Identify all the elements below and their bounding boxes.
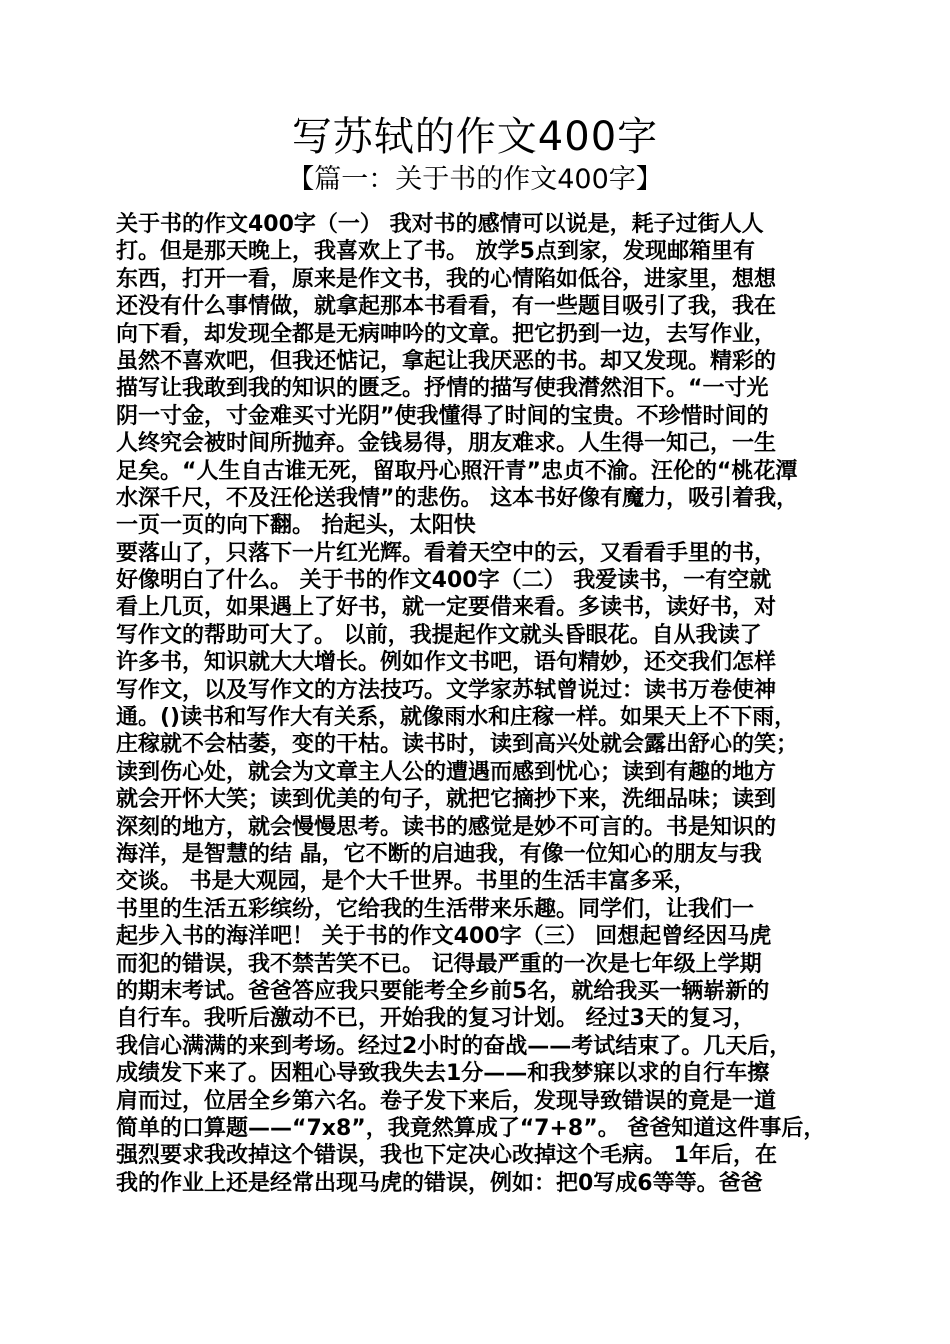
body-line: 简单的口算题——“7x8”，我竟然算成了“7+8”。 爸爸知道这件事后， [116, 1115, 826, 1141]
body-line: 通。()读书和写作大有关系，就像雨水和庄稼一样。如果天上不下雨， [116, 705, 797, 731]
body-line: 虽然不喜欢吧，但我还惦记，拿起让我厌恶的书。却又发现。精彩的 [116, 348, 777, 374]
body-line: 自行车。我听后激动不已，开始我的复习计划。 经过3天的复习， [116, 1006, 755, 1032]
body-line: 的期末考试。爸爸答应我只要能考全乡前5名，就给我买一辆崭新的 [116, 978, 770, 1004]
body-line: 写作文，以及写作文的方法技巧。文学家苏轼曾说过：读书万卷使神 [116, 677, 777, 703]
body-line: 东西，打开一看，原来是作文书，我的心情陷如低谷，进家里，想想 [116, 266, 777, 292]
body-line: 足矣。“人生自古谁无死，留取丹心照汗青”忠贞不渝。汪伦的“桃花潭 [116, 458, 798, 484]
body-line: 我信心满满的来到考场。经过2小时的奋战——考试结束了。几天后， [116, 1033, 792, 1059]
document-title: 写苏轼的作文400字 [291, 114, 659, 160]
body-line: 就会开怀大笑；读到优美的句子，就把它摘抄下来，洗细品味；读到 [116, 787, 777, 813]
body-line: 关于书的作文400字（一） 我对书的感情可以说是，耗子过街人人 [116, 212, 764, 237]
body-line: 打。但是那天晚上，我喜欢上了书。 放学5点到家，发现邮箱里有 [116, 239, 755, 265]
body-line: 深刻的地方，就会慢慢思考。读书的感觉是妙不可言的。书是知识的 [116, 814, 777, 840]
body-line: 还没有什么事情做，就拿起那本书看看，有一些题目吸引了我，我在 [116, 294, 777, 320]
body-line: 成绩发下来了。因粗心导致我失去1分——和我梦寐以求的自行车擦 [116, 1061, 770, 1087]
body-line: 阴一寸金，寸金难买寸光阴”使我懂得了时间的宝贵。不珍惜时间的 [116, 403, 769, 429]
body-line: 要落山了，只落下一片红光辉。看着天空中的云，又看看手里的书， [116, 540, 777, 566]
body-line: 许多书，知识就大大增长。例如作文书吧，语句精妙，还交我们怎样 [116, 650, 777, 676]
body-line: 强烈要求我改掉这个错误，我也下定决心改掉这个毛病。 1年后，在 [116, 1143, 777, 1169]
body-line: 描写让我敢到我的知识的匮乏。抒情的描写使我潸然泪下。“一寸光 [116, 376, 769, 402]
body-line: 我的作业上还是经常出现马虎的错误，例如：把0写成6等等。爸爸 [116, 1170, 763, 1196]
body-line: 肩而过，位居全乡第六名。卷子发下来后，发现导致错误的竟是一道 [116, 1088, 777, 1114]
body-line: 一页一页的向下翻。 抬起头，太阳快 [116, 513, 476, 539]
body-line: 而犯的错误，我不禁苦笑不已。 记得最严重的一次是七年级上学期 [116, 951, 762, 977]
body-line: 写作文的帮助可大了。 以前，我提起作文就头昏眼花。自从我读了 [116, 622, 762, 648]
body-line: 看上几页，如果遇上了好书，就一定要借来看。多读书，读好书，对 [116, 595, 777, 621]
body-line: 交谈。 书是大观园，是个大千世界。书里的生活丰富多采， [116, 869, 696, 895]
body-line: 起步入书的海洋吧！ 关于书的作文400字（三） 回想起曾经因马虎 [116, 924, 772, 950]
body-line: 人终究会被时间所抛弃。金钱易得，朋友难求。人生得一知己，一生 [116, 431, 777, 457]
body-line: 好像明白了什么。 关于书的作文400字（二） 我爱读书，一有空就 [116, 568, 772, 594]
body-line: 水深千尺，不及汪伦送我情”的悲伤。 这本书好像有魔力，吸引着我， [116, 485, 799, 511]
body-line: 海洋，是智慧的结 晶，它不断的启迪我，有像一位知心的朋友与我 [116, 841, 762, 867]
body-line: 读到伤心处，就会为文章主人公的遭遇而感到忧心；读到有趣的地方 [116, 759, 777, 785]
body-line: 庄稼就不会枯萎，变的干枯。读书时，读到高兴处就会露出舒心的笑； [116, 732, 799, 758]
body-line: 书里的生活五彩缤纷，它给我的生活带来乐趣。同学们，让我们一 [116, 896, 755, 922]
document-subtitle: 【篇一：关于书的作文400字】 [287, 164, 663, 195]
document-body [116, 211, 846, 1197]
body-line: 向下看，却发现全都是无病呻吟的文章。把它扔到一边，去写作业， [116, 321, 777, 347]
